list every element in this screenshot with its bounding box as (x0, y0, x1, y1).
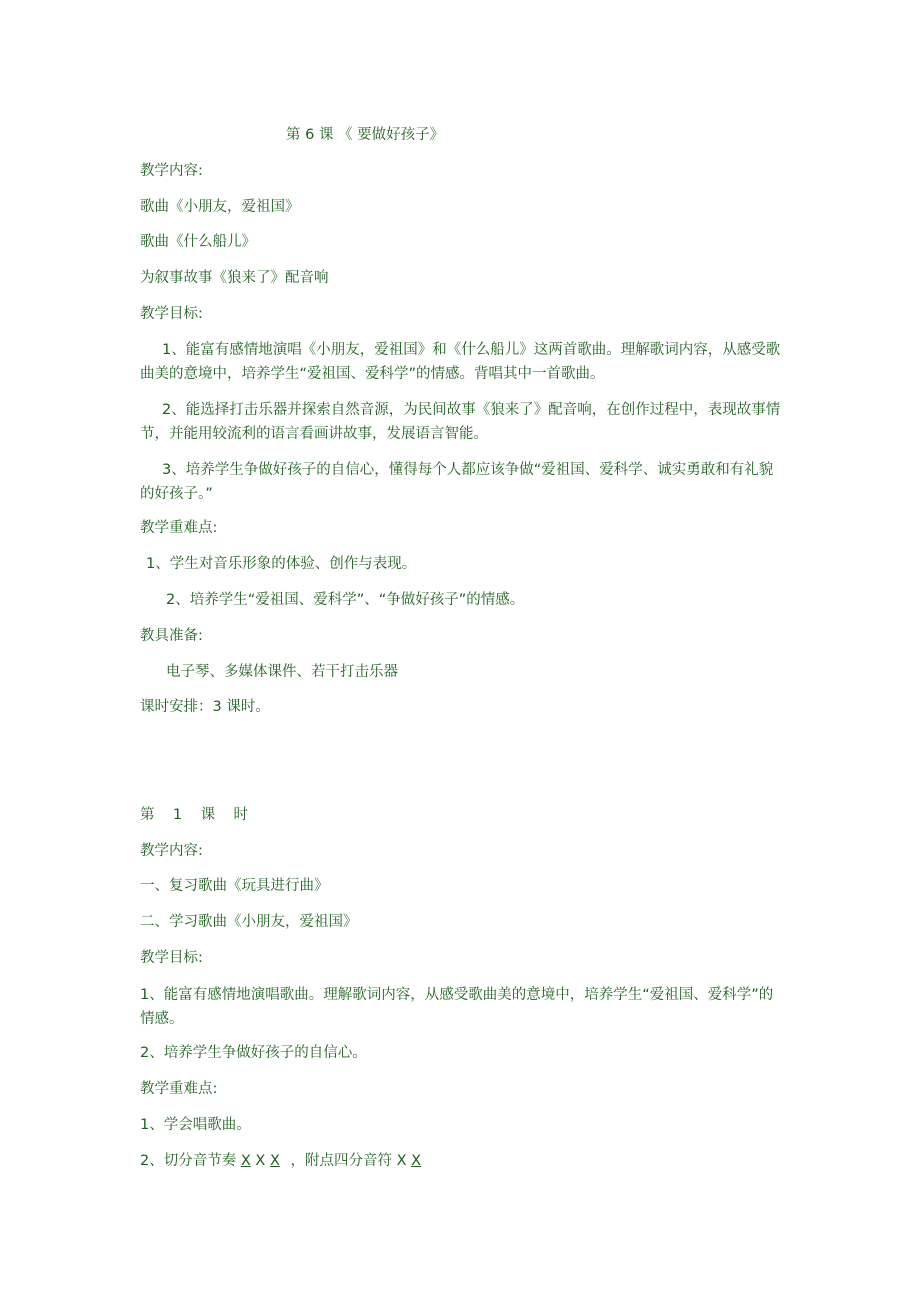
rhythm-note: X (411, 1153, 422, 1169)
unit-key-heading: 教学重难点: (140, 520, 218, 536)
unit-key-point: 1、学生对音乐形象的体验、创作与表现。 (146, 556, 417, 572)
lesson-key-heading: 教学重难点: (140, 1081, 218, 1097)
rhythm-note: X (240, 1153, 251, 1169)
unit-key-point: 2、培养学生“爱祖国、爱科学”、“争做好孩子”的情感。 (166, 592, 525, 608)
unit-tools: 电子琴、多媒体课件、若干打击乐器 (166, 664, 398, 680)
unit-schedule: 课时安排：3 课时。 (140, 699, 270, 715)
unit-goals-heading: 教学目标: (140, 306, 203, 322)
unit-content-item: 歌曲《什么船儿》 (140, 234, 256, 250)
rhythm-mid-label: ，附点四分音符 (290, 1153, 392, 1169)
rhythm-label: 2、切分音节奏 (140, 1153, 237, 1169)
lesson-content-heading: 教学内容: (140, 843, 203, 859)
lesson-key-point-rhythm (140, 1151, 421, 1171)
unit-goal-paragraph: 3、培养学生争做好孩子的自信心，懂得每个人都应该争做“爱祖国、爱科学、诚实勇敢和有礼貌的好孩子。” (140, 462, 774, 502)
lesson-content-item: 一、复习歌曲《玩具进行曲》 (140, 878, 329, 894)
unit-content-heading: 教学内容: (140, 163, 203, 179)
lesson-key-point: 1、学会唱歌曲。 (140, 1117, 251, 1133)
unit-content-item: 为叙事故事《狼来了》配音响 (140, 270, 329, 286)
unit-goal-paragraph: 1、能富有感情地演唱《小朋友，爱祖国》和《什么船儿》这两首歌曲。理解歌词内容，从感受歌曲美的意境中，培养学生“爱祖国、爱科学”的情感。背唱其中一首歌曲。 (140, 342, 781, 382)
page-title: 第 6 课 《 要做好孩子》 (286, 127, 445, 143)
lesson-goals-heading: 教学目标: (140, 950, 203, 966)
lesson-content-item: 二、学习歌曲《小朋友，爱祖国》 (140, 914, 358, 930)
lesson-goal-paragraph: 1、能富有感情地演唱歌曲。理解歌词内容，从感受歌曲美的意境中，培养学生“爱祖国、爱科学”的情感。 (140, 987, 774, 1027)
lesson-goal-paragraph: 2、培养学生争做好孩子的自信心。 (140, 1045, 367, 1061)
rhythm-note: X (396, 1153, 407, 1169)
rhythm-note: X (269, 1153, 280, 1169)
unit-goal-paragraph: 2、能选择打击乐器并探索自然音源，为民间故事《狼来了》配音响，在创作过程中，表现故事情节，并能用较流利的语言看画讲故事，发展语言智能。 (140, 402, 781, 442)
unit-content-item: 歌曲《小朋友，爱祖国》 (140, 199, 300, 215)
rhythm-note: X (255, 1153, 266, 1169)
lesson-heading: 第 1 课 时 (140, 807, 249, 823)
unit-tools-heading: 教具准备: (140, 628, 203, 644)
